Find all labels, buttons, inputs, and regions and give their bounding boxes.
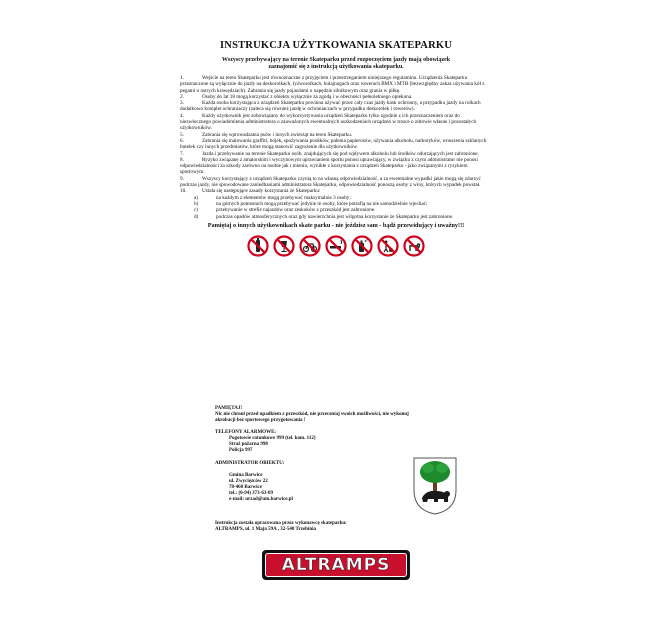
rule-item (180, 176, 492, 189)
altramps-logo-text: ALTRAMPS (281, 555, 391, 575)
rule-text: Jazda i przebywanie na terenie Skateparku osób, znajdujących się pod wpływem alkoholu lub środków odurzających jest zabronione. (202, 150, 479, 157)
subrule-text: na górnych pomostach mogą przebywać jedynie te osoby, które potrafią na nie samodzielnie wjechać; (216, 200, 428, 207)
subrule-text: na każdym z elementów mogą przebywać maksymalnie 3 osoby; (216, 194, 351, 201)
rule-item (180, 100, 492, 113)
subtitle-line-2: zaznajomić się z instrukcją użytkowania skateparku. (268, 64, 404, 70)
no-smoking-icon (325, 235, 347, 257)
rule-text: Każda osoba korzystająca z urządzeń Skateparku powinna używać przez cały czas jazdy kask ochronny, a przypadku jazdy na rolkach dodatkowo komplet ochraniaczy (zaleca się również jazdę w ochraniaczach w przypadku deskorolek i rowerów). (180, 100, 481, 113)
rule-text: Zabrania się malowania graffiti, bójek, spożywania posiłków, palenia papierosów, używania alkoholu, narkotyków, wnoszenia szklanych butelek czy innych przedmiotów, które mogą stanowić zagrożenie dla użytkowników. (180, 137, 487, 151)
administrator-heading: ADMINISTRATOR OBIEKTU: (215, 461, 285, 466)
subrule-text: podczas opadów atmosferycznych oraz gdy nawierzchnia jest wilgotna korzystanie ze Skateparku jest zabronione. (216, 213, 454, 220)
instruction-document (180, 40, 492, 265)
remember-line-2: akrobacji bez sportowego przygotowania ! (215, 418, 306, 423)
no-motor-vehicles-icon (299, 235, 321, 257)
administrator-email: e-mail: urzad@um.barwice.pl (229, 497, 293, 502)
barwice-coat-of-arms-icon (412, 456, 458, 516)
emergency-phones-section (215, 430, 316, 454)
rule-number: 6. (180, 137, 184, 144)
rule-number: 10. (180, 188, 187, 195)
rule-number: 4. (180, 112, 184, 119)
rule-text: Ustala się następujące zasady korzystania ze Skateparku: (202, 188, 321, 195)
closing-reminder: Pamiętaj o innych użytkownikach skate parku - nie jeździsz sam - bądź przewidujący i uważny!!! (207, 221, 465, 229)
footer-line-2: ALTRAMPS, ul. 1 Maja 59A , 32-540 Trzebinia (215, 527, 317, 532)
remember-line-1: Nic nie chroni przed upadkiem z przeszkód, nie przeceniaj swoich możliwości, nie wykonuj (215, 412, 409, 417)
rule-number: 5. (180, 131, 184, 138)
prohibition-icons-row (180, 235, 492, 257)
no-graffiti-icon (351, 235, 373, 257)
rule-text: Osoby do lat 18 mogą korzystać z obiektu wyłącznie za zgodą i w obecności pełnoletniego opiekuna. (202, 93, 413, 100)
altramps-logo-plate (265, 553, 407, 577)
footer-line-1: Instrukcja została opracowana przez wykonawcę skateparku: (215, 521, 347, 526)
subrule-letter: a) (194, 194, 199, 201)
altramps-logo (262, 550, 410, 580)
rule-number: 8. (180, 156, 184, 163)
rule-item (180, 75, 492, 94)
subrule-letter: c) (194, 207, 199, 214)
rule-text: Wejście na teren Skateparku jest równoznaczne z przyjęciem i przestrzeganiem niniejszego regulaminu. Urządzenia Skateparku przeznaczone są wyłącznie do jazdy na deskorolkach, łyżworolkach, hulajnogach oraz rowerach BMX i MTB (bezwzględny zakaz używania kół z pegami o ostrych krawędziach). Zabrania się jazdy pojazdami o napędzie silnikowym oraz grania w piłkę. (180, 75, 485, 94)
rule-item (180, 157, 492, 176)
subrule-item (194, 214, 492, 220)
rule-number: 1. (180, 75, 184, 81)
administrator-line: tel.: (0-94) 373-63-09 (229, 491, 274, 496)
rule-text: Ryzyko związane z amatorskim i wyczynowym uprawianiem sportu ponosi uprawiający, w związku z czym administrator nie ponosi odpowiedzialności za szkody zarówno na osobie jak i mieniu, wynikłe z korzystania z urządzeń Skateparku - jako związanymi z ryzykiem sportowym. (180, 156, 478, 176)
remember-section (215, 406, 409, 424)
no-ball-games-icon (377, 235, 399, 257)
no-glass-icon (247, 235, 269, 257)
no-dogs-icon (403, 235, 425, 257)
phone-item: Straż pożarna 998 (229, 442, 268, 447)
rule-item (180, 113, 492, 132)
rule-number: 9. (180, 175, 184, 182)
no-alcohol-icon (273, 235, 295, 257)
phones-heading: TELEFONY ALARMOWE: (215, 430, 277, 435)
subrule-text: przebywanie w strefie najazdów oraz zeskoków z przeszkód jest zabronione. (216, 207, 376, 214)
administrator-line: 78-460 Barwice (229, 485, 262, 490)
rule-text: Każdy użytkownik jest zobowiązany do wykorzystywania urządzeń Skateparku tylko zgodnie z ich przeznaczeniem oraz do niezwłocznego powiadomienia administratora o zauważonych ewentualnych uszkodzeniach urządzeń w trosce o zdrowie własne i pozostałych użytkowników. (180, 112, 477, 132)
administrator-line: ul. Zwycięzców 22 (229, 479, 268, 484)
phone-item: Pogotowie ratunkowe 999 (tel. kom. 112) (229, 436, 316, 441)
remember-heading: PAMIĘTAJ! (215, 406, 243, 411)
administrator-section (215, 461, 293, 503)
document-title: INSTRUKCJA UŻYTKOWANIA SKATEPARKU (220, 40, 452, 51)
rules-list (180, 75, 492, 220)
rule-number: 7. (180, 150, 184, 157)
subrule-letter: d) (194, 213, 199, 220)
rule-text: Wszyscy korzystający z urządzeń Skateparku czynią to na własną odpowiedzialność, a za ewentualne wypadki jakie mogą się zdarzyć podczas jazdy, nie spowodowane zaniedbaniami administratora Skateparku, odpowiedzialność ponoszą osoby z winy, których wypadek powstał. (180, 175, 481, 189)
subrule-letter: b) (194, 200, 199, 207)
document-subtitle (180, 57, 492, 71)
rule-number: 2. (180, 93, 184, 100)
rule-text: Zabrania się wprowadzania psów i innych zwierząt na teren Skateparku. (202, 131, 353, 138)
administrator-line: Gmina Barwice (229, 473, 263, 478)
rule-item (180, 138, 492, 151)
rule-number: 3. (180, 100, 184, 107)
phone-item: Policja 997 (229, 448, 253, 453)
footer-credit (215, 521, 347, 533)
subtitle-line-1: Wszyscy przebywający na terenie Skateparku przed rozpoczęciem jazdy mają obowiązek (221, 57, 451, 63)
